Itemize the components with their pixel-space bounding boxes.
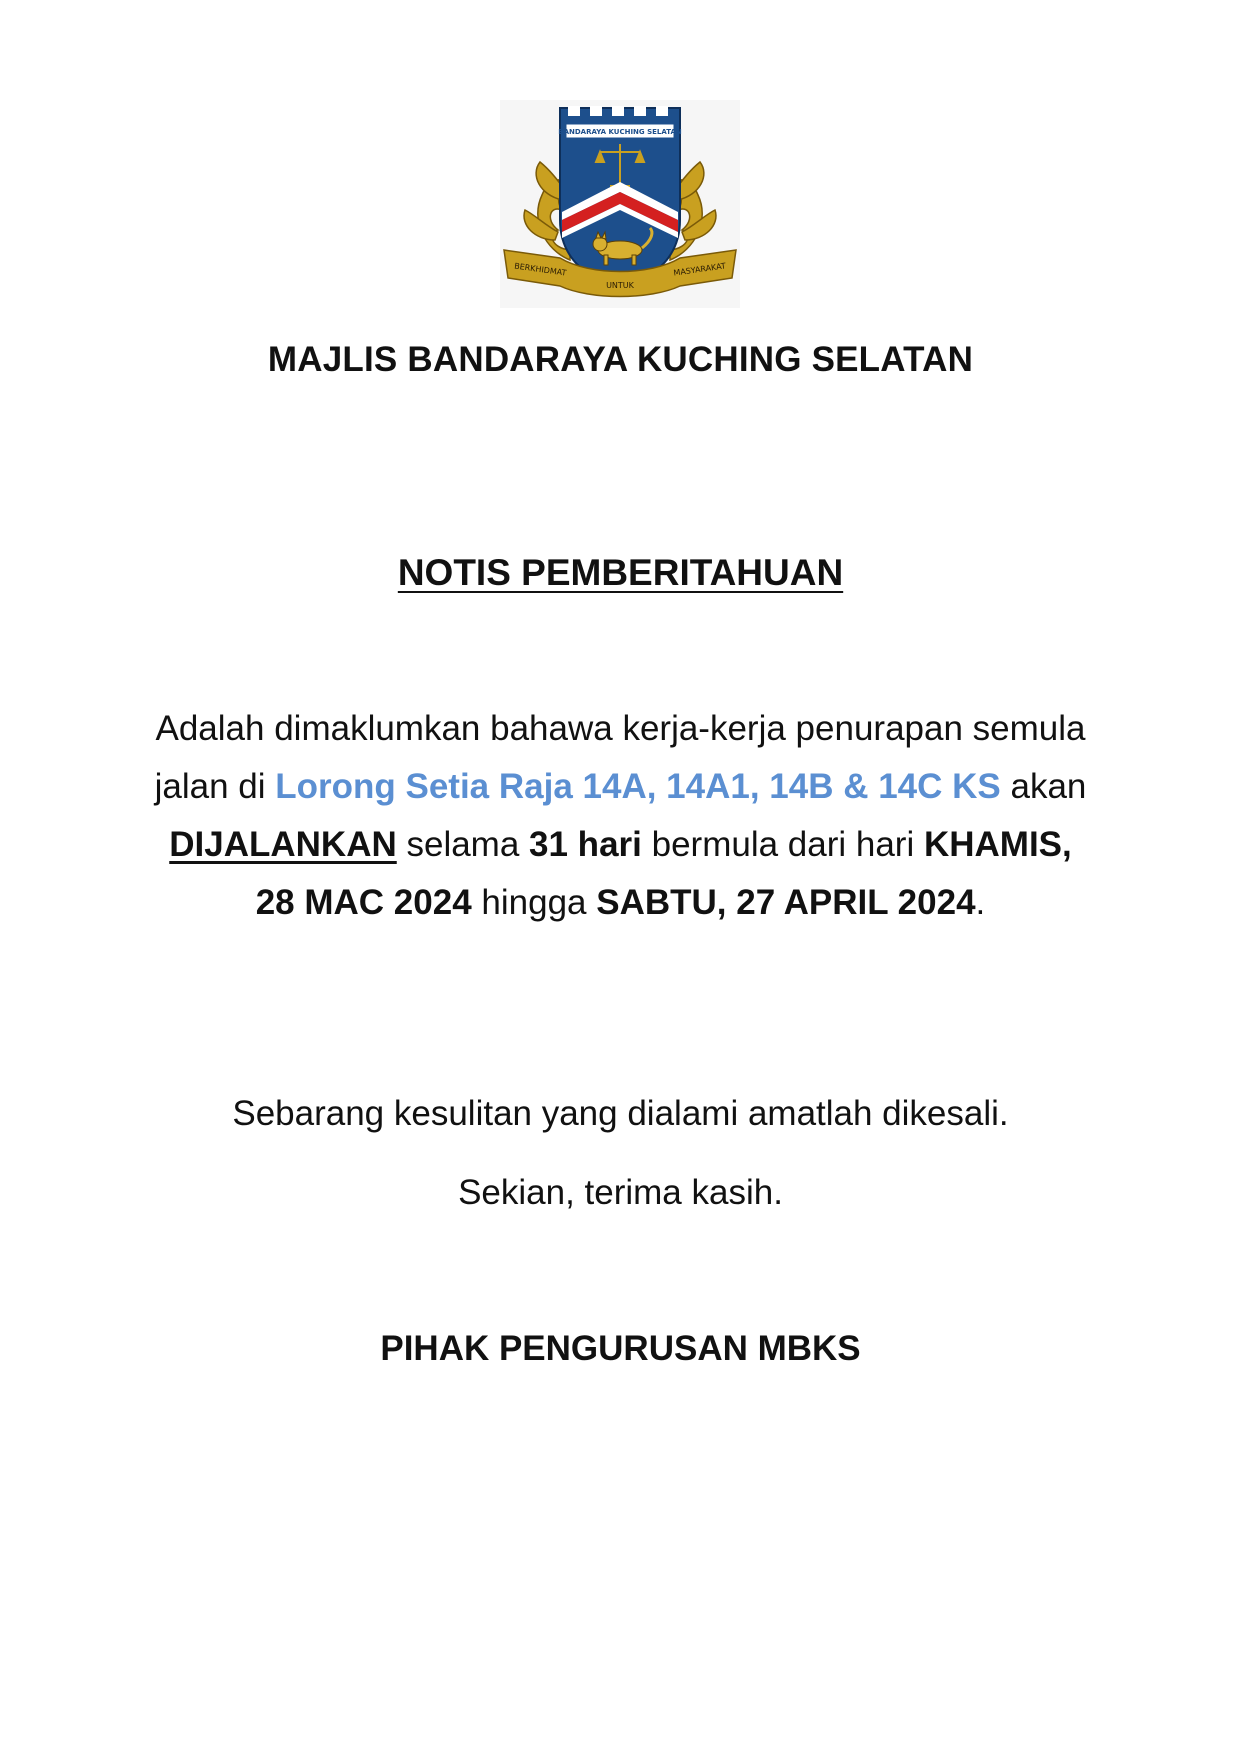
body-from: bermula dari hari xyxy=(641,825,924,864)
svg-text:UNTUK: UNTUK xyxy=(606,281,634,290)
svg-text:BERKHIDMAT: BERKHIDMAT xyxy=(513,261,567,278)
svg-text:MASYARAKAT: MASYARAKAT xyxy=(672,261,727,278)
signoff: PIHAK PENGURUSAN MBKS xyxy=(380,1329,861,1368)
body-until: hingga xyxy=(471,883,597,922)
action-word: DIJALANKAN xyxy=(169,825,397,864)
body-period: . xyxy=(975,883,986,922)
organization-name: MAJLIS BANDARAYA KUCHING SELATAN xyxy=(267,340,974,379)
mbks-crest-icon xyxy=(500,100,740,308)
body-akan: akan xyxy=(1000,767,1087,806)
end-date: SABTU, 27 APRIL 2024 xyxy=(596,883,976,922)
mbks-logo xyxy=(500,100,740,308)
notice-body xyxy=(150,700,1091,932)
duration: 31 hari xyxy=(529,825,642,864)
start-date: KHAMIS, 28 MAC 2024 xyxy=(255,825,1072,922)
road-location: Lorong Setia Raja 14A, 14A1, 14B & 14C KS xyxy=(275,767,1001,806)
thanks-text: Sekian, terima kasih. xyxy=(458,1173,783,1212)
svg-text:BANDARAYA KUCHING SELATAN: BANDARAYA KUCHING SELATAN xyxy=(558,128,682,136)
notice-title xyxy=(0,552,1241,594)
notice-title-text: NOTIS PEMBERITAHUAN xyxy=(397,552,844,593)
body-intro: Adalah dimaklumkan bahawa kerja-kerja penurapan semula jalan di xyxy=(154,709,1086,806)
apology-text: Sebarang kesulitan yang dialami amatlah dikesali. xyxy=(232,1094,1009,1133)
body-selama: selama xyxy=(396,825,530,864)
